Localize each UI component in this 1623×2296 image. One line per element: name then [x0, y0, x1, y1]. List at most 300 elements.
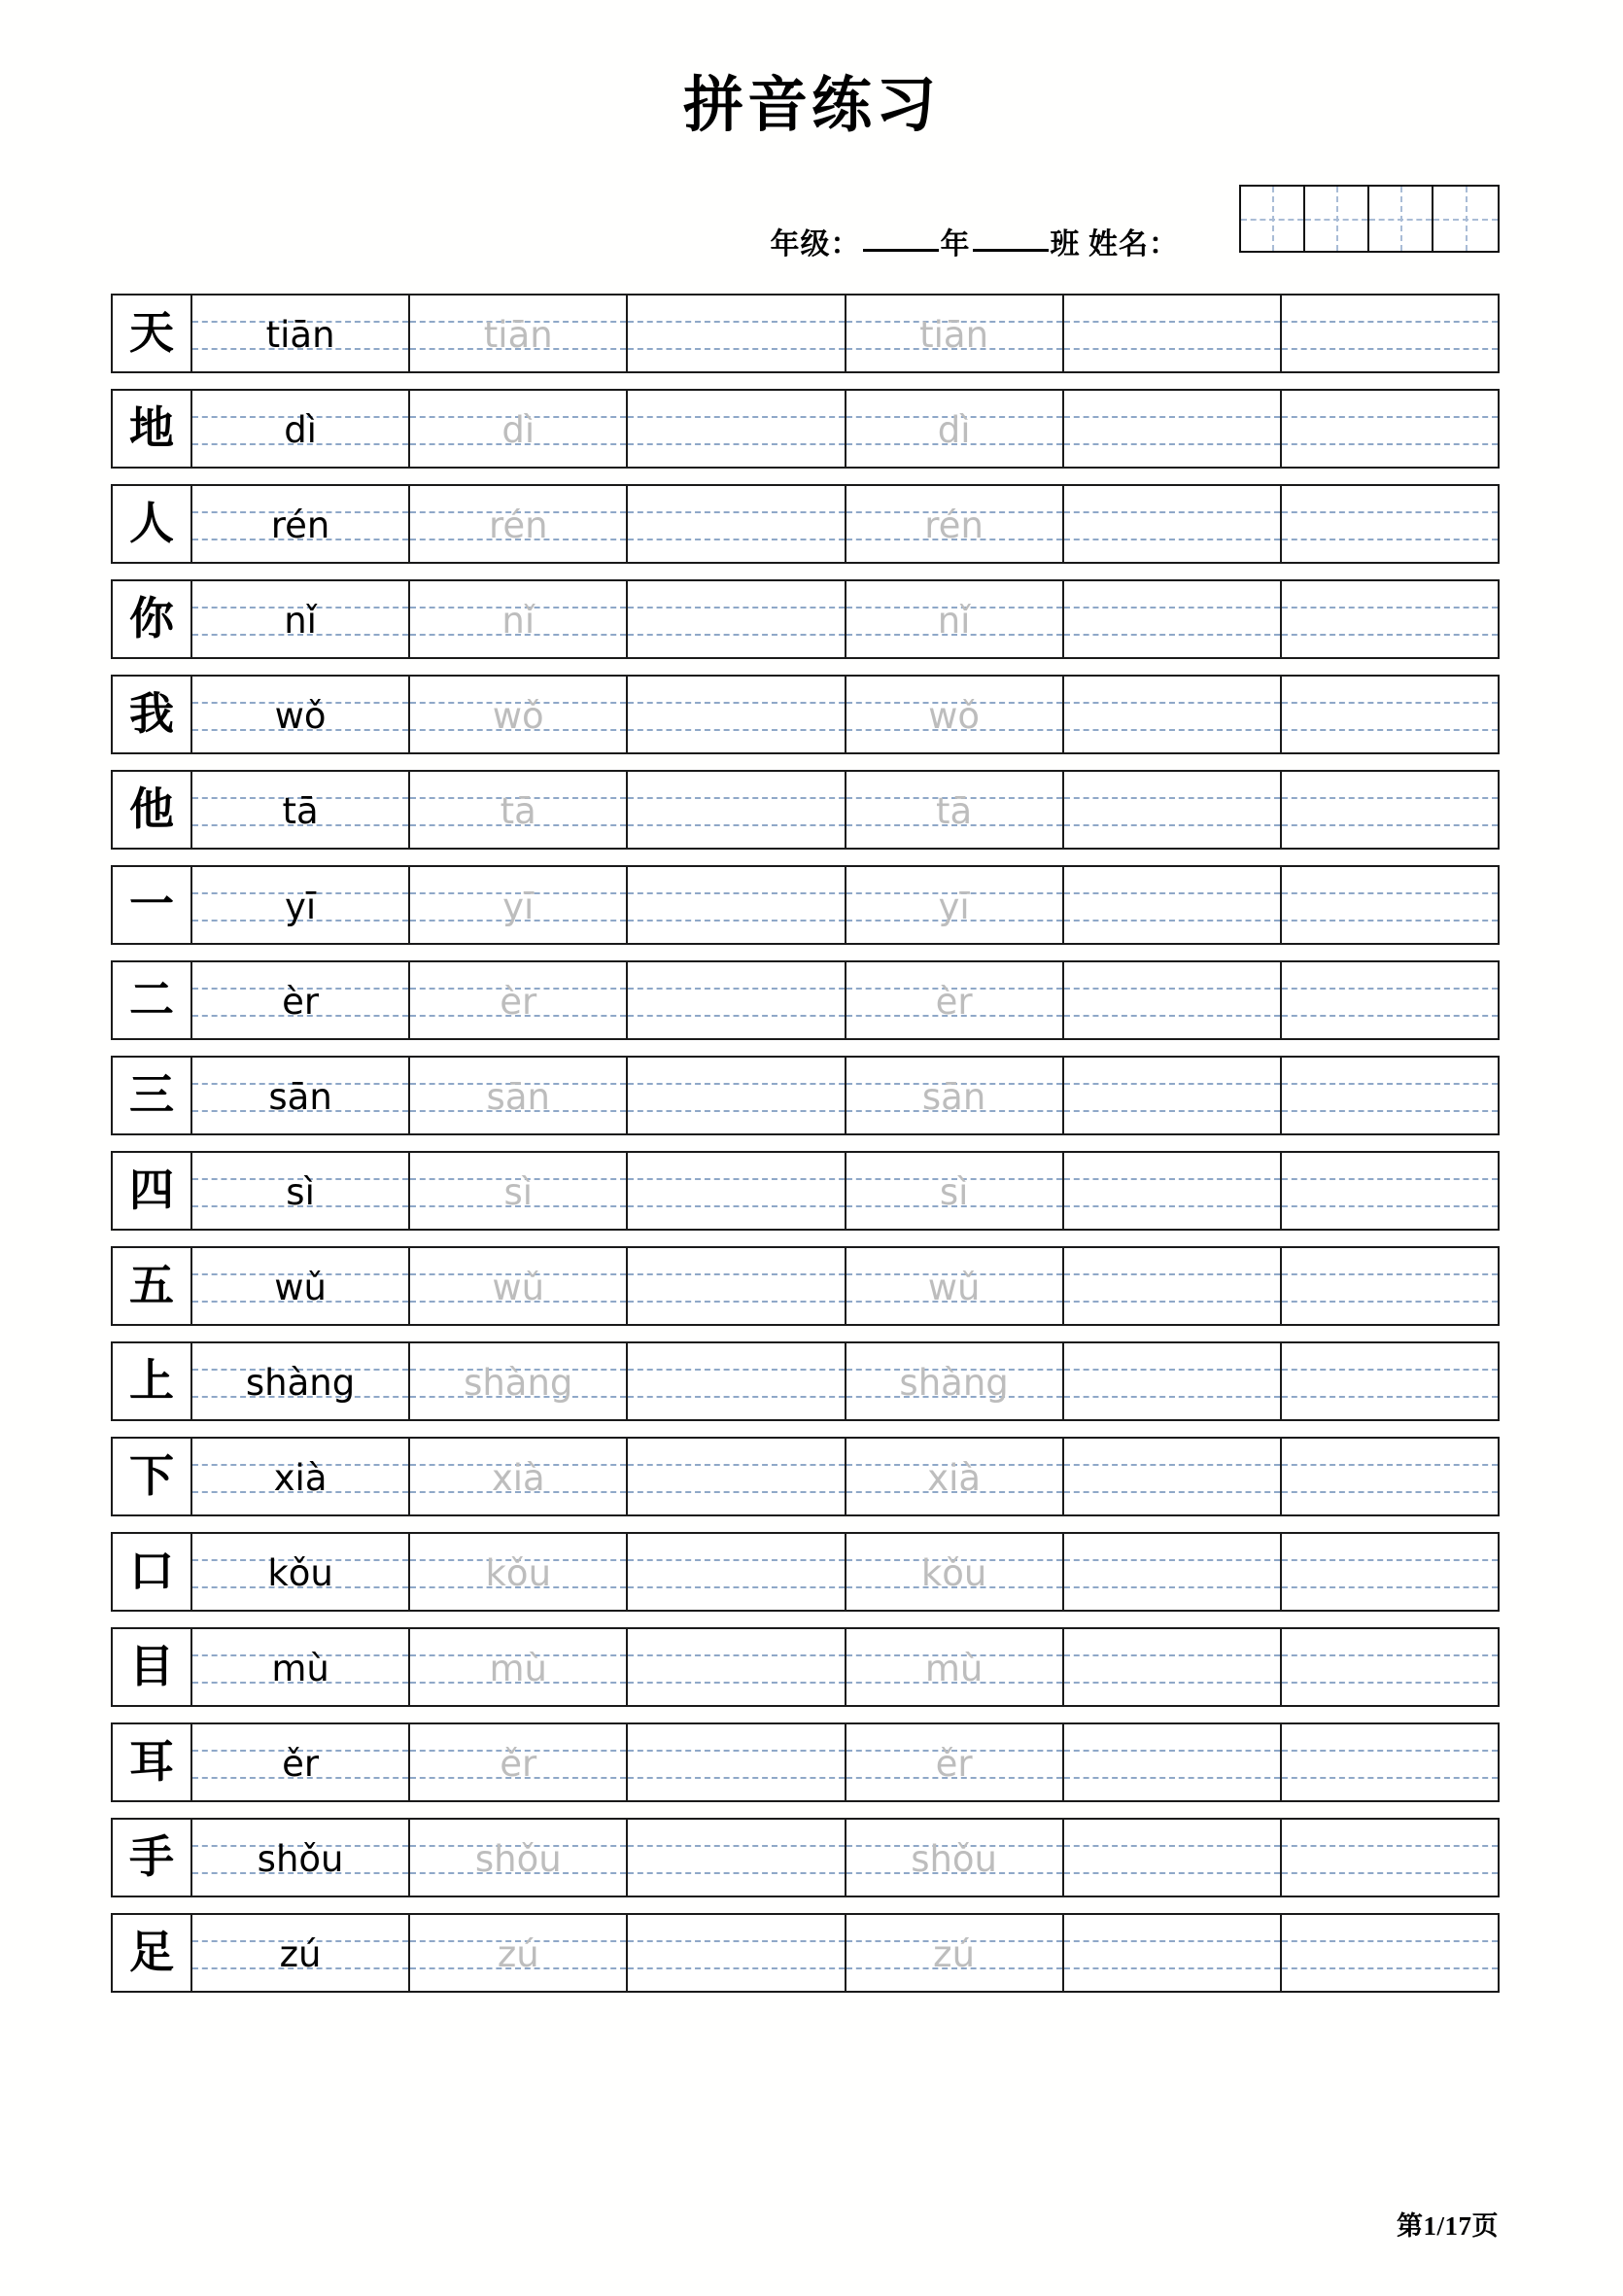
pinyin-writing-cell[interactable] [1282, 1724, 1498, 1800]
pinyin-guideline [1064, 729, 1280, 731]
pinyin-trace-cell [410, 581, 628, 657]
pinyin-trace-cell [410, 486, 628, 562]
pinyin-text: yī [502, 885, 535, 927]
pinyin-text: ěr [282, 1742, 320, 1785]
pinyin-writing-cell[interactable] [628, 772, 846, 848]
pinyin-guideline [628, 1110, 844, 1112]
pinyin-text: kǒu [267, 1551, 333, 1594]
pinyin-guideline [628, 607, 844, 609]
student-info-header [111, 183, 1500, 276]
table-row [111, 1913, 1500, 1993]
pinyin-trace-cell [846, 1629, 1064, 1705]
pinyin-trace-cell [846, 1820, 1064, 1896]
pinyin-guideline [1064, 416, 1280, 418]
pinyin-writing-cell[interactable] [1064, 772, 1282, 848]
pinyin-guideline [628, 1015, 844, 1017]
pinyin-guideline [1064, 1178, 1280, 1180]
table-row [111, 1341, 1500, 1421]
pinyin-writing-cell[interactable] [1282, 391, 1498, 467]
pinyin-guideline [1282, 321, 1498, 323]
pinyin-text: tā [282, 789, 319, 832]
pinyin-text: wǔ [927, 1266, 981, 1308]
pinyin-model-cell [192, 1343, 410, 1419]
pinyin-writing-cell[interactable] [628, 1058, 846, 1133]
pinyin-trace-cell [846, 962, 1064, 1038]
pinyin-writing-cell[interactable] [1282, 867, 1498, 943]
pinyin-guideline [1064, 1273, 1280, 1275]
pinyin-model-cell [192, 1534, 410, 1610]
pinyin-guideline [628, 1682, 844, 1684]
pinyin-trace-cell [846, 486, 1064, 562]
pinyin-text: mù [489, 1647, 547, 1689]
pinyin-text: wǒ [928, 694, 981, 737]
pinyin-writing-cell[interactable] [1064, 296, 1282, 371]
table-row [111, 960, 1500, 1040]
pinyin-model-cell [192, 486, 410, 562]
table-row [111, 579, 1500, 659]
pinyin-guideline [1282, 1559, 1498, 1561]
pinyin-guideline [1064, 1750, 1280, 1752]
pinyin-guideline [1282, 892, 1498, 894]
pinyin-guideline [1064, 1845, 1280, 1847]
pinyin-guideline [628, 416, 844, 418]
pinyin-trace-cell [846, 1534, 1064, 1610]
pinyin-guideline [1282, 607, 1498, 609]
table-row [111, 675, 1500, 754]
pinyin-trace-cell [410, 1439, 628, 1514]
pinyin-writing-cell[interactable] [1064, 1248, 1282, 1324]
pinyin-writing-cell[interactable] [1282, 1915, 1498, 1991]
table-row [111, 1722, 1500, 1802]
pinyin-guideline [1282, 1586, 1498, 1588]
pinyin-guideline [628, 1178, 844, 1180]
pinyin-text: kǒu [485, 1551, 552, 1594]
pinyin-guideline [1064, 1110, 1280, 1112]
pinyin-guideline [628, 348, 844, 350]
pinyin-guideline [1064, 1940, 1280, 1942]
pinyin-writing-cell[interactable] [1064, 867, 1282, 943]
table-row [111, 484, 1500, 564]
pinyin-text: zú [497, 1932, 539, 1975]
pinyin-writing-cell[interactable] [628, 391, 846, 467]
pinyin-writing-cell[interactable] [1282, 1153, 1498, 1229]
pinyin-guideline [1282, 1491, 1498, 1493]
pinyin-guideline [628, 920, 844, 922]
pinyin-guideline [1282, 920, 1498, 922]
hanzi-cell: 我 [113, 677, 192, 752]
hanzi-cell: 二 [113, 962, 192, 1038]
pinyin-guideline [1064, 1654, 1280, 1656]
pinyin-writing-cell[interactable] [628, 677, 846, 752]
pinyin-guideline [1064, 1083, 1280, 1085]
pinyin-guideline [1064, 1369, 1280, 1371]
pinyin-guideline [1282, 702, 1498, 704]
pinyin-guideline [1064, 1586, 1280, 1588]
pinyin-writing-cell[interactable] [1064, 1439, 1282, 1514]
name-grid-cell[interactable] [1369, 187, 1433, 251]
pinyin-writing-cell[interactable] [628, 1343, 846, 1419]
pinyin-trace-cell [846, 1915, 1064, 1991]
pinyin-trace-cell [410, 1343, 628, 1419]
pinyin-text: dì [501, 408, 535, 451]
pinyin-writing-cell[interactable] [628, 1724, 846, 1800]
pinyin-text: rén [270, 504, 330, 546]
pinyin-text: dì [284, 408, 317, 451]
pinyin-model-cell [192, 1915, 410, 1991]
pinyin-text: sān [268, 1075, 332, 1118]
pinyin-guideline [1282, 1750, 1498, 1752]
pinyin-writing-cell[interactable] [628, 1248, 846, 1324]
pinyin-guideline [1064, 702, 1280, 704]
student-info-fields [771, 220, 1180, 262]
pinyin-trace-cell [410, 772, 628, 848]
pinyin-writing-cell[interactable] [1282, 296, 1498, 371]
pinyin-guideline [1282, 1872, 1498, 1874]
pinyin-guideline [628, 1750, 844, 1752]
pinyin-guideline [628, 702, 844, 704]
hanzi-cell: 五 [113, 1248, 192, 1324]
pinyin-guideline [1064, 1559, 1280, 1561]
pinyin-guideline [628, 1967, 844, 1969]
pinyin-guideline [1282, 348, 1498, 350]
pinyin-trace-cell [410, 962, 628, 1038]
pinyin-guideline [628, 1396, 844, 1398]
hanzi-cell: 天 [113, 296, 192, 371]
pinyin-guideline [628, 1777, 844, 1779]
pinyin-guideline [628, 729, 844, 731]
pinyin-trace-cell [410, 867, 628, 943]
pinyin-guideline [1282, 988, 1498, 990]
pinyin-writing-cell[interactable] [628, 962, 846, 1038]
pinyin-trace-cell [846, 1343, 1064, 1419]
pinyin-guideline [1064, 1396, 1280, 1398]
pinyin-guideline [628, 321, 844, 323]
name-grid-cell[interactable] [1305, 187, 1369, 251]
pinyin-text: nǐ [284, 599, 317, 642]
pinyin-trace-cell [846, 1724, 1064, 1800]
pinyin-text: èr [935, 980, 973, 1023]
class-input-line[interactable] [973, 248, 1049, 252]
pinyin-guideline [1282, 1205, 1498, 1207]
table-row [111, 1246, 1500, 1326]
hanzi-cell: 耳 [113, 1724, 192, 1800]
pinyin-writing-cell[interactable] [1064, 391, 1282, 467]
pinyin-guideline [1282, 511, 1498, 513]
pinyin-writing-cell[interactable] [1064, 962, 1282, 1038]
pinyin-writing-cell[interactable] [628, 1153, 846, 1229]
pinyin-trace-cell [846, 867, 1064, 943]
table-row [111, 1437, 1500, 1516]
pinyin-writing-cell[interactable] [1282, 1534, 1498, 1610]
pinyin-trace-cell [410, 1629, 628, 1705]
pinyin-text: wǔ [274, 1266, 327, 1308]
pinyin-text: wǒ [274, 694, 327, 737]
pinyin-text: rén [924, 504, 984, 546]
pinyin-writing-cell[interactable] [1064, 486, 1282, 562]
pinyin-guideline [1282, 443, 1498, 445]
pinyin-trace-cell [410, 296, 628, 371]
table-row [111, 1532, 1500, 1612]
pinyin-writing-cell[interactable] [1064, 1058, 1282, 1133]
pinyin-guideline [1064, 607, 1280, 609]
pinyin-guideline [1282, 1845, 1498, 1847]
pinyin-guideline [628, 1872, 844, 1874]
hanzi-cell: 下 [113, 1439, 192, 1514]
pinyin-text: shàng [245, 1361, 356, 1404]
pinyin-guideline [1282, 1083, 1498, 1085]
hanzi-cell: 三 [113, 1058, 192, 1133]
pinyin-writing-cell[interactable] [628, 1439, 846, 1514]
page-title: 拼音练习 [682, 73, 940, 139]
hanzi-cell: 你 [113, 581, 192, 657]
pinyin-guideline [1282, 1110, 1498, 1112]
pinyin-text: zú [933, 1932, 976, 1975]
pinyin-practice-table [111, 294, 1500, 2008]
pinyin-text: sì [286, 1170, 315, 1213]
pinyin-writing-cell[interactable] [1282, 677, 1498, 752]
pinyin-guideline [628, 634, 844, 636]
pinyin-writing-cell[interactable] [1282, 1629, 1498, 1705]
pinyin-writing-cell[interactable] [628, 1629, 846, 1705]
pinyin-text: tā [936, 789, 973, 832]
pinyin-model-cell [192, 1439, 410, 1514]
pinyin-writing-cell[interactable] [1064, 1724, 1282, 1800]
pinyin-trace-cell [846, 1153, 1064, 1229]
pinyin-guideline [1282, 797, 1498, 799]
pinyin-guideline [1282, 1396, 1498, 1398]
pinyin-guideline [628, 824, 844, 826]
hanzi-cell: 他 [113, 772, 192, 848]
pinyin-guideline [1064, 920, 1280, 922]
table-row [111, 1056, 1500, 1135]
name-grid-cell[interactable] [1433, 187, 1498, 251]
pinyin-trace-cell [410, 1153, 628, 1229]
pinyin-text: tā [500, 789, 536, 832]
pinyin-writing-cell[interactable] [1064, 1820, 1282, 1896]
pinyin-guideline [1282, 1369, 1498, 1371]
grade-label: 年级： [770, 228, 861, 261]
pinyin-text: tiān [483, 313, 553, 356]
pinyin-writing-cell[interactable] [1282, 772, 1498, 848]
pinyin-text: xià [491, 1456, 545, 1499]
hanzi-cell: 手 [113, 1820, 192, 1896]
pinyin-guideline [1064, 1464, 1280, 1466]
pinyin-guideline [1282, 1178, 1498, 1180]
pinyin-guideline [628, 1273, 844, 1275]
pinyin-writing-cell[interactable] [628, 486, 846, 562]
pinyin-guideline [1064, 824, 1280, 826]
table-row [111, 770, 1500, 850]
pinyin-model-cell [192, 772, 410, 848]
pinyin-writing-cell[interactable] [1282, 1820, 1498, 1896]
pinyin-trace-cell [846, 391, 1064, 467]
pinyin-guideline [1064, 1205, 1280, 1207]
pinyin-guideline [1064, 539, 1280, 540]
name-grid-cell[interactable] [1241, 187, 1305, 251]
pinyin-writing-cell[interactable] [1282, 581, 1498, 657]
pinyin-text: shàng [899, 1361, 1009, 1404]
pinyin-trace-cell [410, 677, 628, 752]
pinyin-text: wǒ [492, 694, 544, 737]
pinyin-model-cell [192, 296, 410, 371]
pinyin-text: ěr [935, 1742, 973, 1785]
pinyin-text: yī [938, 885, 970, 927]
pinyin-writing-cell[interactable] [1282, 1439, 1498, 1514]
pinyin-trace-cell [410, 1058, 628, 1133]
pinyin-text: wǔ [492, 1266, 545, 1308]
pinyin-guideline [628, 1301, 844, 1303]
pinyin-trace-cell [846, 677, 1064, 752]
hanzi-cell: 地 [113, 391, 192, 467]
pinyin-writing-cell[interactable] [628, 1915, 846, 1991]
pinyin-guideline [1064, 1301, 1280, 1303]
pinyin-writing-cell[interactable] [628, 296, 846, 371]
pinyin-writing-cell[interactable] [628, 867, 846, 943]
pinyin-guideline [1282, 539, 1498, 540]
pinyin-text: kǒu [920, 1551, 987, 1594]
pinyin-guideline [1064, 634, 1280, 636]
class-unit-label: 班 [1050, 228, 1081, 261]
pinyin-text: sì [503, 1170, 534, 1213]
pinyin-guideline [628, 443, 844, 445]
pinyin-writing-cell[interactable] [1064, 677, 1282, 752]
pinyin-guideline [1064, 988, 1280, 990]
hanzi-cell: 口 [113, 1534, 192, 1610]
table-row [111, 1627, 1500, 1707]
pinyin-text: mù [271, 1647, 329, 1689]
pinyin-guideline [1064, 348, 1280, 350]
pinyin-guideline [1282, 824, 1498, 826]
pinyin-model-cell [192, 962, 410, 1038]
name-label: 姓名： [1088, 228, 1179, 261]
pinyin-guideline [1064, 892, 1280, 894]
pinyin-writing-cell[interactable] [1282, 1248, 1498, 1324]
pinyin-writing-cell[interactable] [1064, 581, 1282, 657]
table-row [111, 1151, 1500, 1231]
pinyin-guideline [1064, 443, 1280, 445]
pinyin-text: sān [486, 1075, 550, 1118]
pinyin-text: nǐ [937, 599, 971, 642]
table-row [111, 389, 1500, 469]
pinyin-guideline [628, 1464, 844, 1466]
pinyin-guideline [1282, 1464, 1498, 1466]
pinyin-writing-cell[interactable] [1282, 1058, 1498, 1133]
pinyin-guideline [628, 511, 844, 513]
pinyin-guideline [1282, 1940, 1498, 1942]
pinyin-guideline [1282, 1777, 1498, 1779]
pinyin-guideline [1064, 1015, 1280, 1017]
pinyin-writing-cell[interactable] [628, 1534, 846, 1610]
pinyin-guideline [628, 1586, 844, 1588]
pinyin-guideline [1282, 416, 1498, 418]
pinyin-model-cell [192, 1629, 410, 1705]
pinyin-writing-cell[interactable] [628, 1820, 846, 1896]
pinyin-trace-cell [410, 1724, 628, 1800]
pinyin-text: sì [939, 1170, 969, 1213]
pinyin-guideline [628, 1369, 844, 1371]
pinyin-guideline [1282, 729, 1498, 731]
pinyin-guideline [628, 1559, 844, 1561]
pinyin-model-cell [192, 677, 410, 752]
pinyin-text: yī [284, 885, 317, 927]
pinyin-text: ěr [500, 1742, 537, 1785]
page-number: 第1/17页 [1396, 2211, 1499, 2241]
pinyin-text: shàng [464, 1361, 573, 1404]
pinyin-model-cell [192, 1248, 410, 1324]
pinyin-writing-cell[interactable] [1064, 1343, 1282, 1419]
grade-input-line[interactable] [863, 248, 939, 252]
pinyin-trace-cell [410, 1820, 628, 1896]
pinyin-trace-cell [846, 772, 1064, 848]
pinyin-text: nǐ [501, 599, 535, 642]
pinyin-guideline [628, 1940, 844, 1942]
hanzi-cell: 目 [113, 1629, 192, 1705]
name-grid [1239, 185, 1500, 253]
pinyin-text: èr [500, 980, 537, 1023]
hanzi-cell: 上 [113, 1343, 192, 1419]
pinyin-writing-cell[interactable] [628, 581, 846, 657]
pinyin-guideline [1282, 1967, 1498, 1969]
pinyin-text: tiān [265, 313, 335, 356]
pinyin-guideline [1064, 321, 1280, 323]
pinyin-model-cell [192, 867, 410, 943]
pinyin-model-cell [192, 1153, 410, 1229]
pinyin-trace-cell [846, 1248, 1064, 1324]
pinyin-text: sān [921, 1075, 986, 1118]
pinyin-guideline [1064, 1491, 1280, 1493]
hanzi-cell: 足 [113, 1915, 192, 1991]
pinyin-guideline [628, 1205, 844, 1207]
pinyin-model-cell [192, 581, 410, 657]
pinyin-guideline [628, 797, 844, 799]
pinyin-trace-cell [410, 391, 628, 467]
hanzi-cell: 人 [113, 486, 192, 562]
pinyin-guideline [1282, 1015, 1498, 1017]
pinyin-writing-cell[interactable] [1282, 962, 1498, 1038]
pinyin-text: xià [273, 1456, 328, 1499]
pinyin-guideline [1064, 797, 1280, 799]
pinyin-writing-cell[interactable] [1064, 1153, 1282, 1229]
pinyin-model-cell [192, 1724, 410, 1800]
pinyin-writing-cell[interactable] [1064, 1915, 1282, 1991]
pinyin-guideline [628, 1491, 844, 1493]
pinyin-writing-cell[interactable] [1282, 1343, 1498, 1419]
pinyin-model-cell [192, 391, 410, 467]
hanzi-cell: 四 [113, 1153, 192, 1229]
pinyin-writing-cell[interactable] [1064, 1629, 1282, 1705]
pinyin-model-cell [192, 1820, 410, 1896]
year-unit-label: 年 [940, 228, 971, 261]
pinyin-guideline [628, 1845, 844, 1847]
pinyin-guideline [1282, 1301, 1498, 1303]
pinyin-trace-cell [846, 1058, 1064, 1133]
pinyin-trace-cell [410, 1248, 628, 1324]
pinyin-guideline [1282, 1273, 1498, 1275]
pinyin-text: shǒu [474, 1837, 562, 1880]
pinyin-text: tiān [919, 313, 989, 356]
table-row [111, 294, 1500, 373]
pinyin-model-cell [192, 1058, 410, 1133]
table-row [111, 865, 1500, 945]
pinyin-trace-cell [846, 1439, 1064, 1514]
pinyin-guideline [628, 892, 844, 894]
pinyin-writing-cell[interactable] [1064, 1534, 1282, 1610]
pinyin-guideline [1064, 1777, 1280, 1779]
pinyin-text: shǒu [911, 1837, 998, 1880]
pinyin-guideline [628, 988, 844, 990]
pinyin-writing-cell[interactable] [1282, 486, 1498, 562]
pinyin-text: shǒu [257, 1837, 344, 1880]
